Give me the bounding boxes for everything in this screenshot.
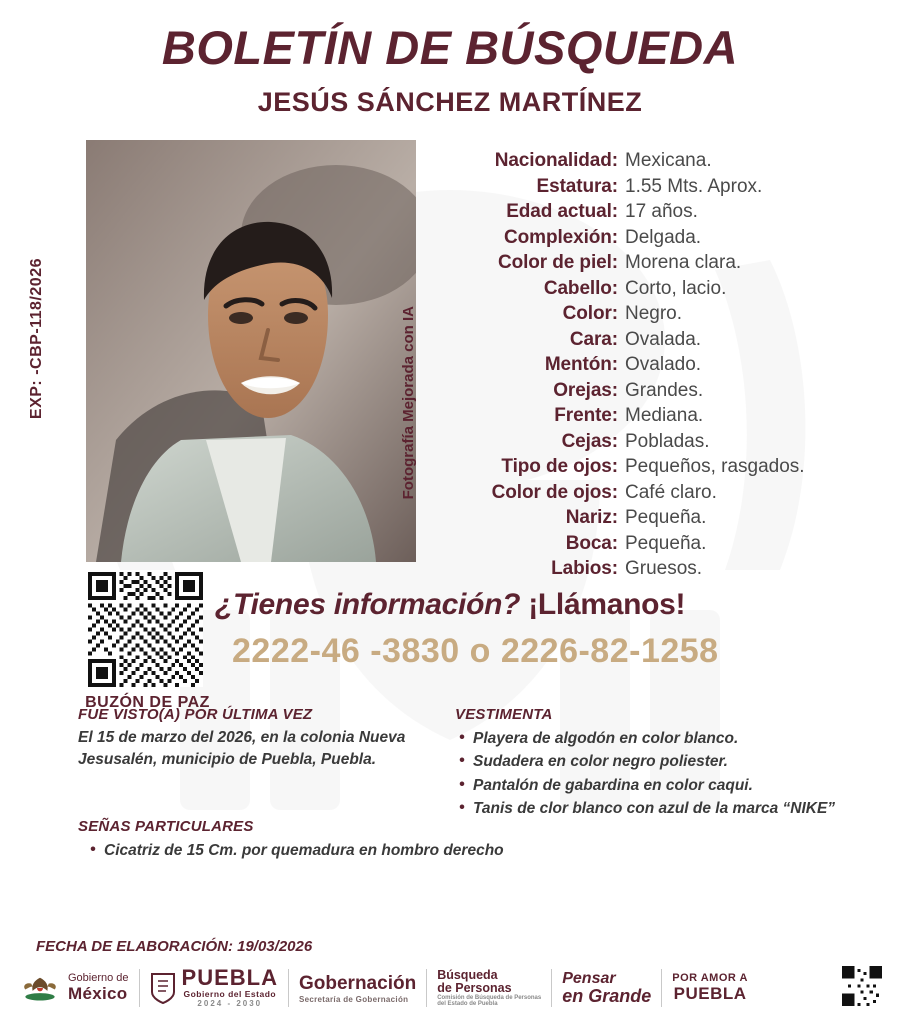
logo-puebla-line2: Gobierno del Estado xyxy=(183,988,277,999)
marks-list xyxy=(78,839,678,862)
detail-label: Nacionalidad: xyxy=(494,150,618,171)
detail-row xyxy=(430,176,882,198)
contact-question xyxy=(215,588,895,622)
contact-call-text: ¡Llámanos! xyxy=(528,588,686,621)
logo-mexico-line1: Gobierno de xyxy=(68,972,129,985)
detail-value: Ovalada. xyxy=(625,328,702,350)
detail-row xyxy=(430,150,882,172)
detail-label: Frente: xyxy=(554,405,618,426)
detail-row xyxy=(430,558,882,580)
detail-label: Estatura: xyxy=(536,175,618,197)
logo-mexico-text xyxy=(68,973,129,1002)
detail-value: 1.55 Mts. Aprox. xyxy=(625,175,763,197)
footer-qr-image xyxy=(842,966,882,1006)
shield-icon xyxy=(150,972,176,1004)
logo-por-amor-a-puebla xyxy=(672,965,748,1011)
logo-busqueda-line1: Búsqueda xyxy=(437,967,498,982)
logo-busqueda-line3: Comisión de Búsqueda de Personas xyxy=(437,994,542,1001)
last-seen-heading: FUE VISTO(A) POR ÚLTIMA VEZ xyxy=(78,706,313,723)
divider xyxy=(661,969,662,1007)
detail-label: Cabello: xyxy=(543,277,618,299)
logo-puebla-line1: PUEBLA xyxy=(181,965,278,991)
detail-label: Edad actual: xyxy=(506,201,618,222)
list-item: • Tanis de clor blanco con azul de la marca “NIKE” xyxy=(455,797,875,820)
marks-heading: SEÑAS PARTICULARES xyxy=(78,818,254,835)
divider xyxy=(551,969,552,1007)
detail-value: Negro. xyxy=(625,303,683,324)
detail-label: Mentón: xyxy=(544,354,618,375)
detail-row xyxy=(430,278,882,300)
marks-block xyxy=(78,818,678,862)
logo-gobernacion-line2: Secretaría de Gobernación xyxy=(299,994,409,1004)
details-list xyxy=(430,150,882,584)
detail-row xyxy=(430,405,882,427)
detail-row xyxy=(430,431,882,453)
list-item: • Pantalón de gabardina en color caqui. xyxy=(455,774,875,797)
logo-pensar-line1: Pensar xyxy=(562,970,616,987)
footer-qr-code[interactable] xyxy=(842,966,882,1011)
clothing-block xyxy=(455,706,875,820)
elaboration-date: FECHA DE ELABORACIÓN: 19/03/2026 xyxy=(36,938,313,955)
case-number: EXP: -CBP-118/2026 xyxy=(28,258,45,420)
qr-label: BUZÓN DE PAZ xyxy=(85,694,210,711)
photo-caption: Fotografía Mejorada con IA xyxy=(400,306,417,500)
detail-value: Gruesos. xyxy=(625,558,703,579)
list-item: • Sudadera en color negro poliester. xyxy=(455,750,875,773)
footer-logos xyxy=(0,955,900,1021)
detail-row xyxy=(430,354,882,376)
detail-value: Morena clara. xyxy=(625,252,742,273)
detail-value: Pobladas. xyxy=(625,430,710,452)
detail-label: Color de piel: xyxy=(498,252,618,273)
logo-puebla-text xyxy=(182,967,278,1008)
divider xyxy=(288,969,289,1007)
detail-value: 17 años. xyxy=(625,201,698,222)
photo-illustration xyxy=(86,140,416,562)
detail-label: Cejas: xyxy=(561,430,618,452)
detail-value: Pequeños, rasgados. xyxy=(625,456,805,477)
detail-row xyxy=(430,201,882,223)
detail-row xyxy=(430,380,882,402)
detail-label: Color: xyxy=(562,303,618,324)
eagle-icon xyxy=(18,973,62,1003)
detail-value: Mexicana. xyxy=(625,150,712,171)
detail-label: Labios: xyxy=(551,558,618,579)
detail-row xyxy=(430,252,882,274)
list-item: • Cicatriz de 15 Cm. por quemadura en hombro derecho xyxy=(78,839,678,862)
detail-row xyxy=(430,482,882,504)
logo-mexico-line2: México xyxy=(68,983,128,1003)
detail-row xyxy=(430,456,882,478)
detail-row xyxy=(430,507,882,529)
detail-label: Boca: xyxy=(565,532,618,554)
detail-row xyxy=(430,329,882,351)
detail-value: Delgada. xyxy=(625,226,702,248)
detail-label: Cara: xyxy=(569,328,618,350)
detail-label: Tipo de ojos: xyxy=(501,456,618,477)
detail-row xyxy=(430,227,882,249)
detail-value: Pequeña. xyxy=(625,532,707,554)
logo-pensar-en-grande xyxy=(562,965,651,1011)
detail-value: Grandes. xyxy=(625,379,704,401)
logo-pensar-line2: en Grande xyxy=(562,986,652,1006)
logo-gobernacion-line1: Gobernación xyxy=(299,972,417,994)
logo-gobernacion xyxy=(299,965,416,1011)
detail-value: Corto, lacio. xyxy=(625,277,727,299)
list-item: • Playera de algodón en color blanco. xyxy=(455,727,875,750)
page-title: BOLETÍN DE BÚSQUEDA xyxy=(161,21,739,74)
logo-amor-line2: PUEBLA xyxy=(673,983,747,1003)
detail-label: Nariz: xyxy=(565,507,618,528)
detail-label: Complexión: xyxy=(504,226,618,248)
contact-phones: 2222-46 -3830 o 2226-82-1258 xyxy=(232,632,719,670)
divider xyxy=(426,969,427,1007)
detail-row xyxy=(430,303,882,325)
detail-value: Ovalado. xyxy=(625,354,702,375)
divider xyxy=(139,969,140,1007)
logo-puebla-line3: 2024 - 2030 xyxy=(197,999,263,1009)
last-seen-block xyxy=(78,706,428,772)
contact-question-text: ¿Tienes información? xyxy=(215,588,521,621)
logo-busqueda-personas xyxy=(437,965,541,1011)
logo-busqueda-line4: del Estado de Puebla xyxy=(437,1001,498,1008)
person-name: JESÚS SÁNCHEZ MARTÍNEZ xyxy=(257,87,643,117)
qr-code-image xyxy=(88,572,203,687)
last-seen-text: El 15 de marzo del 2026, en la colonia Nueva Jesusalén, municipio de Puebla, Puebla. xyxy=(78,729,406,769)
detail-label: Orejas: xyxy=(553,379,618,401)
logo-busqueda-line2: de Personas xyxy=(437,980,512,995)
logo-gobierno-mexico xyxy=(18,965,129,1011)
detail-row xyxy=(430,533,882,555)
qr-code[interactable] xyxy=(88,572,203,687)
logo-puebla xyxy=(150,965,278,1011)
clothing-list xyxy=(455,727,875,820)
person-photo xyxy=(86,140,416,562)
detail-value: Café claro. xyxy=(625,481,717,503)
detail-label: Color de ojos: xyxy=(491,481,618,503)
detail-value: Pequeña. xyxy=(625,507,707,528)
logo-amor-line1: POR AMOR A xyxy=(672,972,748,985)
clothing-heading: VESTIMENTA xyxy=(455,706,553,723)
detail-value: Mediana. xyxy=(625,405,704,426)
